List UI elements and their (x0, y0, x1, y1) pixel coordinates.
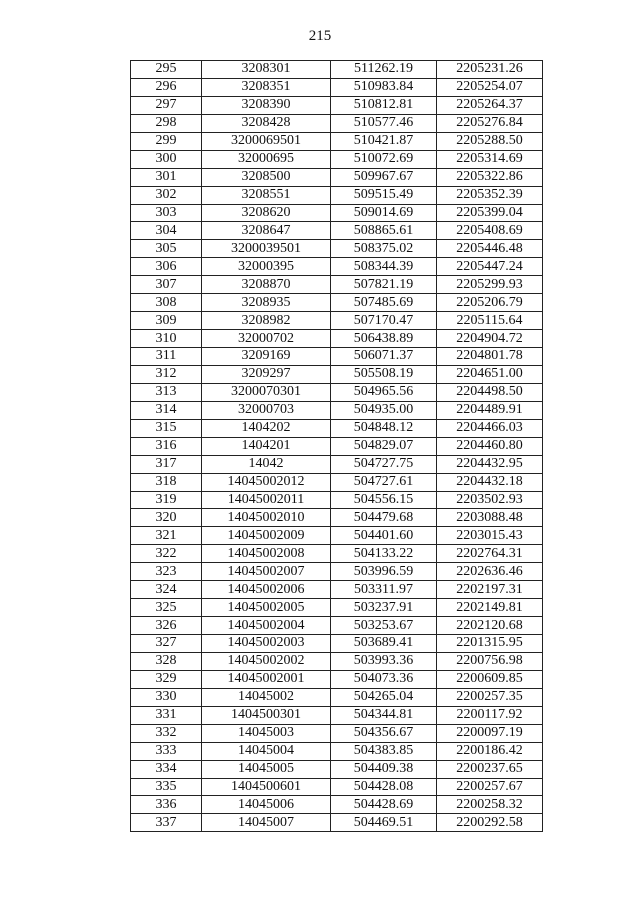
point-number-cell: 322 (131, 545, 202, 563)
table-row (131, 688, 543, 706)
x-coordinate-cell: 506438.89 (331, 330, 437, 348)
table-row (131, 491, 543, 509)
x-coordinate-cell: 510072.69 (331, 150, 437, 168)
table-row (131, 150, 543, 168)
table-row (131, 204, 543, 222)
x-coordinate-cell: 504428.69 (331, 796, 437, 814)
x-coordinate-cell: 503237.91 (331, 599, 437, 617)
y-coordinate-cell: 2205288.50 (437, 132, 543, 150)
x-coordinate-cell: 508375.02 (331, 240, 437, 258)
y-coordinate-cell: 2204432.18 (437, 473, 543, 491)
x-coordinate-cell: 504428.08 (331, 778, 437, 796)
y-coordinate-cell: 2204489.91 (437, 401, 543, 419)
y-coordinate-cell: 2205276.84 (437, 114, 543, 132)
point-id-cell: 3208982 (202, 312, 331, 330)
point-id-cell: 14045002006 (202, 581, 331, 599)
point-id-cell: 3209297 (202, 365, 331, 383)
point-id-cell: 3208620 (202, 204, 331, 222)
point-id-cell: 14042 (202, 455, 331, 473)
y-coordinate-cell: 2202636.46 (437, 563, 543, 581)
point-number-cell: 302 (131, 186, 202, 204)
x-coordinate-cell: 503689.41 (331, 635, 437, 653)
point-number-cell: 297 (131, 96, 202, 114)
point-id-cell: 3208351 (202, 78, 331, 96)
y-coordinate-cell: 2200257.67 (437, 778, 543, 796)
x-coordinate-cell: 504556.15 (331, 491, 437, 509)
point-number-cell: 324 (131, 581, 202, 599)
y-coordinate-cell: 2205408.69 (437, 222, 543, 240)
point-id-cell: 14045002011 (202, 491, 331, 509)
point-number-cell: 337 (131, 814, 202, 832)
y-coordinate-cell: 2205352.39 (437, 186, 543, 204)
x-coordinate-cell: 510812.81 (331, 96, 437, 114)
point-number-cell: 326 (131, 617, 202, 635)
y-coordinate-cell: 2204498.50 (437, 383, 543, 401)
point-id-cell: 1404201 (202, 437, 331, 455)
point-number-cell: 330 (131, 688, 202, 706)
x-coordinate-cell: 509014.69 (331, 204, 437, 222)
table-row (131, 652, 543, 670)
point-number-cell: 333 (131, 742, 202, 760)
x-coordinate-cell: 504848.12 (331, 419, 437, 437)
point-id-cell: 14045003 (202, 724, 331, 742)
x-coordinate-cell: 503996.59 (331, 563, 437, 581)
y-coordinate-cell: 2200237.65 (437, 760, 543, 778)
point-number-cell: 298 (131, 114, 202, 132)
point-id-cell: 14045002009 (202, 527, 331, 545)
point-number-cell: 316 (131, 437, 202, 455)
x-coordinate-cell: 506071.37 (331, 348, 437, 366)
y-coordinate-cell: 2205299.93 (437, 276, 543, 294)
x-coordinate-cell: 511262.19 (331, 61, 437, 79)
table-row (131, 778, 543, 796)
table-row (131, 312, 543, 330)
table-row (131, 168, 543, 186)
table-row (131, 186, 543, 204)
table-row (131, 814, 543, 832)
point-number-cell: 303 (131, 204, 202, 222)
table-row (131, 617, 543, 635)
x-coordinate-cell: 504469.51 (331, 814, 437, 832)
point-id-cell: 3209169 (202, 348, 331, 366)
point-id-cell: 3208870 (202, 276, 331, 294)
y-coordinate-cell: 2202764.31 (437, 545, 543, 563)
x-coordinate-cell: 504265.04 (331, 688, 437, 706)
y-coordinate-cell: 2200609.85 (437, 670, 543, 688)
point-id-cell: 14045002007 (202, 563, 331, 581)
table-row (131, 132, 543, 150)
x-coordinate-cell: 504727.75 (331, 455, 437, 473)
table-row (131, 796, 543, 814)
point-id-cell: 1404500601 (202, 778, 331, 796)
point-number-cell: 323 (131, 563, 202, 581)
y-coordinate-cell: 2203088.48 (437, 509, 543, 527)
point-number-cell: 313 (131, 383, 202, 401)
point-number-cell: 295 (131, 61, 202, 79)
page-number: 215 (308, 28, 332, 44)
x-coordinate-cell: 503993.36 (331, 652, 437, 670)
coordinates-table-body (131, 61, 543, 832)
point-id-cell: 3200070301 (202, 383, 331, 401)
point-id-cell: 14045002003 (202, 635, 331, 653)
y-coordinate-cell: 2205447.24 (437, 258, 543, 276)
x-coordinate-cell: 504356.67 (331, 724, 437, 742)
point-number-cell: 331 (131, 706, 202, 724)
table-row (131, 509, 543, 527)
x-coordinate-cell: 504383.85 (331, 742, 437, 760)
point-id-cell: 3208390 (202, 96, 331, 114)
point-id-cell: 32000695 (202, 150, 331, 168)
table-row (131, 365, 543, 383)
y-coordinate-cell: 2204801.78 (437, 348, 543, 366)
x-coordinate-cell: 507485.69 (331, 294, 437, 312)
point-number-cell: 336 (131, 796, 202, 814)
y-coordinate-cell: 2200292.58 (437, 814, 543, 832)
x-coordinate-cell: 504727.61 (331, 473, 437, 491)
point-number-cell: 300 (131, 150, 202, 168)
y-coordinate-cell: 2204904.72 (437, 330, 543, 348)
x-coordinate-cell: 505508.19 (331, 365, 437, 383)
point-number-cell: 327 (131, 635, 202, 653)
point-number-cell: 304 (131, 222, 202, 240)
x-coordinate-cell: 504409.38 (331, 760, 437, 778)
point-number-cell: 321 (131, 527, 202, 545)
point-number-cell: 329 (131, 670, 202, 688)
y-coordinate-cell: 2205399.04 (437, 204, 543, 222)
x-coordinate-cell: 504965.56 (331, 383, 437, 401)
point-number-cell: 310 (131, 330, 202, 348)
y-coordinate-cell: 2202120.68 (437, 617, 543, 635)
y-coordinate-cell: 2200258.32 (437, 796, 543, 814)
x-coordinate-cell: 509515.49 (331, 186, 437, 204)
y-coordinate-cell: 2205115.64 (437, 312, 543, 330)
point-id-cell: 14045002 (202, 688, 331, 706)
y-coordinate-cell: 2202149.81 (437, 599, 543, 617)
point-number-cell: 308 (131, 294, 202, 312)
table-row (131, 581, 543, 599)
point-number-cell: 296 (131, 78, 202, 96)
point-number-cell: 317 (131, 455, 202, 473)
x-coordinate-cell: 509967.67 (331, 168, 437, 186)
point-id-cell: 3208500 (202, 168, 331, 186)
point-id-cell: 1404202 (202, 419, 331, 437)
table-row (131, 455, 543, 473)
y-coordinate-cell: 2200756.98 (437, 652, 543, 670)
coordinates-table (130, 60, 543, 832)
point-id-cell: 14045005 (202, 760, 331, 778)
point-number-cell: 334 (131, 760, 202, 778)
table-row (131, 240, 543, 258)
table-row (131, 527, 543, 545)
point-id-cell: 3208551 (202, 186, 331, 204)
point-number-cell: 325 (131, 599, 202, 617)
y-coordinate-cell: 2201315.95 (437, 635, 543, 653)
point-number-cell: 307 (131, 276, 202, 294)
x-coordinate-cell: 504479.68 (331, 509, 437, 527)
point-number-cell: 332 (131, 724, 202, 742)
table-row (131, 401, 543, 419)
table-row (131, 419, 543, 437)
table-row (131, 96, 543, 114)
table-row (131, 222, 543, 240)
point-id-cell: 14045007 (202, 814, 331, 832)
point-id-cell: 14045002005 (202, 599, 331, 617)
table-row (131, 670, 543, 688)
table-row (131, 760, 543, 778)
table-row (131, 114, 543, 132)
point-number-cell: 318 (131, 473, 202, 491)
point-id-cell: 32000702 (202, 330, 331, 348)
point-number-cell: 309 (131, 312, 202, 330)
x-coordinate-cell: 503253.67 (331, 617, 437, 635)
x-coordinate-cell: 510577.46 (331, 114, 437, 132)
y-coordinate-cell: 2200257.35 (437, 688, 543, 706)
y-coordinate-cell: 2200097.19 (437, 724, 543, 742)
table-row (131, 599, 543, 617)
point-id-cell: 3208935 (202, 294, 331, 312)
table-row (131, 276, 543, 294)
point-id-cell: 32000395 (202, 258, 331, 276)
point-number-cell: 320 (131, 509, 202, 527)
y-coordinate-cell: 2203015.43 (437, 527, 543, 545)
point-id-cell: 14045002008 (202, 545, 331, 563)
point-number-cell: 311 (131, 348, 202, 366)
y-coordinate-cell: 2202197.31 (437, 581, 543, 599)
x-coordinate-cell: 504829.07 (331, 437, 437, 455)
x-coordinate-cell: 510983.84 (331, 78, 437, 96)
point-number-cell: 306 (131, 258, 202, 276)
table-row (131, 61, 543, 79)
table-row (131, 294, 543, 312)
point-number-cell: 319 (131, 491, 202, 509)
point-number-cell: 305 (131, 240, 202, 258)
y-coordinate-cell: 2205264.37 (437, 96, 543, 114)
table-row (131, 330, 543, 348)
point-id-cell: 3208428 (202, 114, 331, 132)
point-number-cell: 328 (131, 652, 202, 670)
y-coordinate-cell: 2205322.86 (437, 168, 543, 186)
y-coordinate-cell: 2205231.26 (437, 61, 543, 79)
point-id-cell: 14045002004 (202, 617, 331, 635)
y-coordinate-cell: 2200117.92 (437, 706, 543, 724)
table-row (131, 635, 543, 653)
y-coordinate-cell: 2203502.93 (437, 491, 543, 509)
point-number-cell: 315 (131, 419, 202, 437)
x-coordinate-cell: 504073.36 (331, 670, 437, 688)
x-coordinate-cell: 507821.19 (331, 276, 437, 294)
table-row (131, 563, 543, 581)
y-coordinate-cell: 2204460.80 (437, 437, 543, 455)
x-coordinate-cell: 503311.97 (331, 581, 437, 599)
y-coordinate-cell: 2204466.03 (437, 419, 543, 437)
point-id-cell: 14045004 (202, 742, 331, 760)
point-number-cell: 301 (131, 168, 202, 186)
y-coordinate-cell: 2200186.42 (437, 742, 543, 760)
table-row (131, 545, 543, 563)
point-id-cell: 14045002002 (202, 652, 331, 670)
point-id-cell: 14045006 (202, 796, 331, 814)
x-coordinate-cell: 504344.81 (331, 706, 437, 724)
table-row (131, 742, 543, 760)
point-number-cell: 312 (131, 365, 202, 383)
y-coordinate-cell: 2204432.95 (437, 455, 543, 473)
table-row (131, 473, 543, 491)
x-coordinate-cell: 504935.00 (331, 401, 437, 419)
y-coordinate-cell: 2205446.48 (437, 240, 543, 258)
x-coordinate-cell: 510421.87 (331, 132, 437, 150)
point-number-cell: 335 (131, 778, 202, 796)
y-coordinate-cell: 2205314.69 (437, 150, 543, 168)
point-id-cell: 14045002010 (202, 509, 331, 527)
table-row (131, 437, 543, 455)
y-coordinate-cell: 2205254.07 (437, 78, 543, 96)
point-id-cell: 3200069501 (202, 132, 331, 150)
point-number-cell: 314 (131, 401, 202, 419)
table-row (131, 78, 543, 96)
point-id-cell: 3200039501 (202, 240, 331, 258)
point-id-cell: 3208301 (202, 61, 331, 79)
table-row (131, 724, 543, 742)
x-coordinate-cell: 504401.60 (331, 527, 437, 545)
point-id-cell: 1404500301 (202, 706, 331, 724)
point-id-cell: 3208647 (202, 222, 331, 240)
point-id-cell: 14045002001 (202, 670, 331, 688)
y-coordinate-cell: 2204651.00 (437, 365, 543, 383)
x-coordinate-cell: 507170.47 (331, 312, 437, 330)
table-row (131, 383, 543, 401)
y-coordinate-cell: 2205206.79 (437, 294, 543, 312)
x-coordinate-cell: 504133.22 (331, 545, 437, 563)
point-id-cell: 32000703 (202, 401, 331, 419)
table-row (131, 348, 543, 366)
x-coordinate-cell: 508865.61 (331, 222, 437, 240)
table-row (131, 706, 543, 724)
point-number-cell: 299 (131, 132, 202, 150)
point-id-cell: 14045002012 (202, 473, 331, 491)
x-coordinate-cell: 508344.39 (331, 258, 437, 276)
table-row (131, 258, 543, 276)
